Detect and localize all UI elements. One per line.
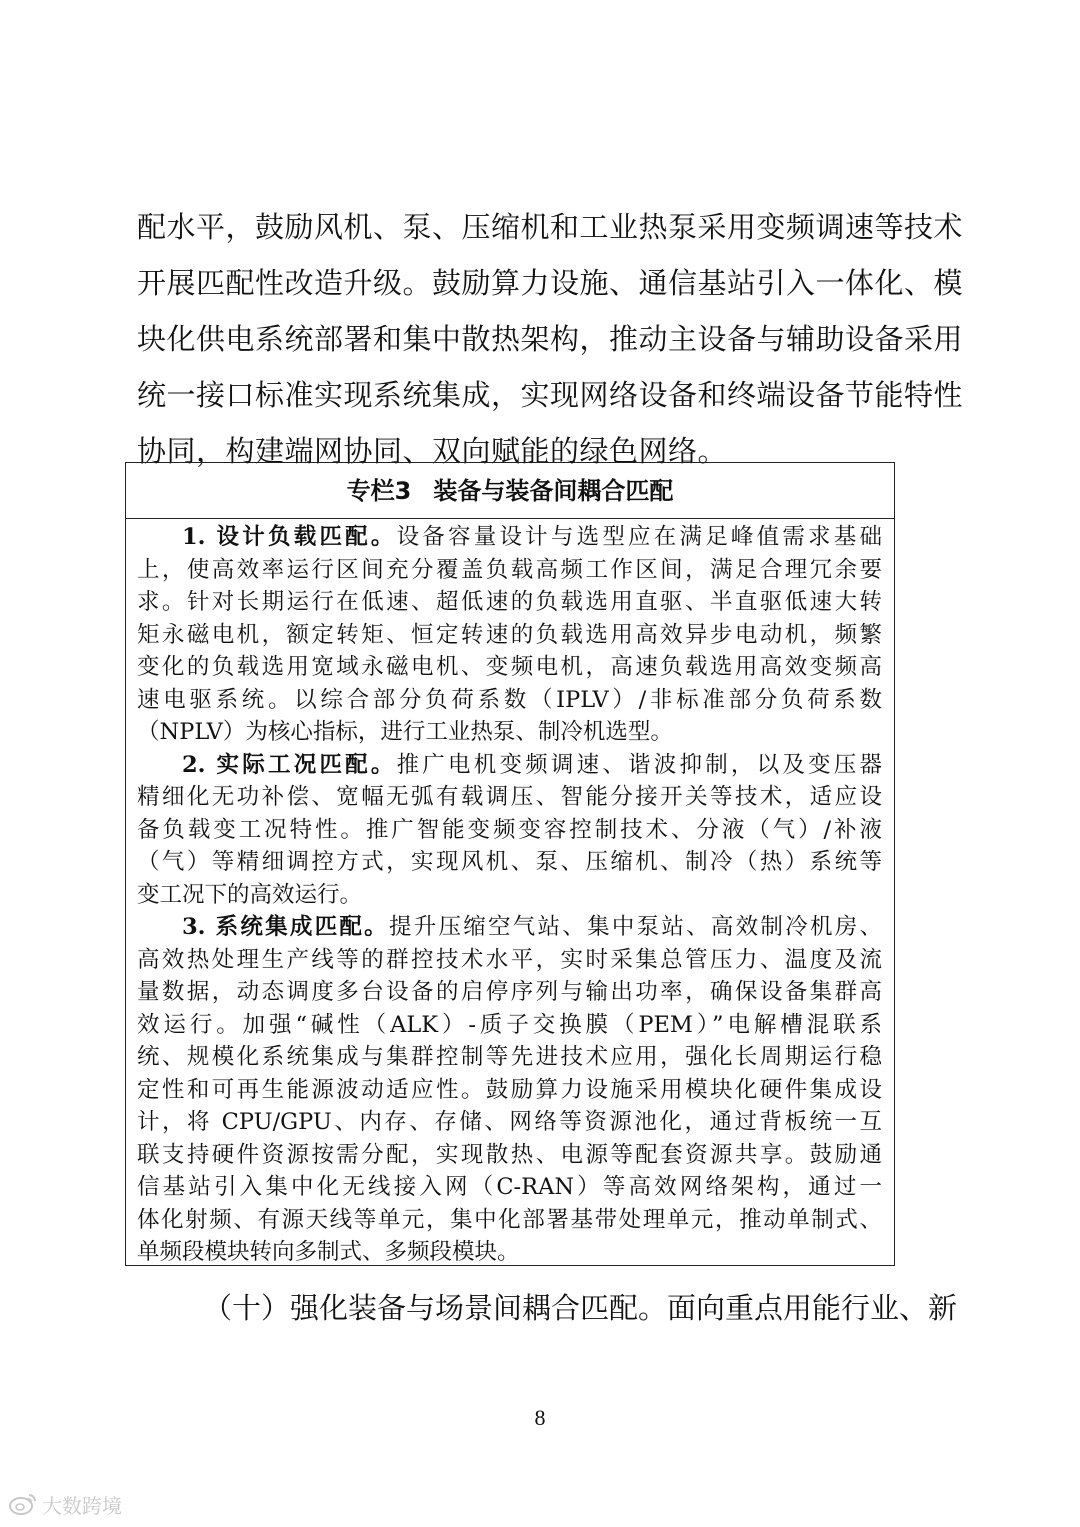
item-2-line: 备负载变工况特性。推广智能变频变容控制技术、分液（气）/补液 <box>137 816 882 843</box>
item-3-line: 高效热处理生产线等的群控技术水平，实时采集总管压力、温度及流 <box>137 946 882 973</box>
item-3-line: 效运行。加强“碱性（ALK）-质子交换膜（PEM）”电解槽混联系 <box>137 1011 882 1038</box>
column-number: 专栏3 <box>346 477 412 505</box>
item-2-first-line: 2. 实际工况匹配。推广电机变频调速、谐波抑制，以及变压器 <box>182 751 882 778</box>
item-3-line: 定性和可再生能源波动适应性。鼓励算力设施采用模块化硬件集成设 <box>137 1076 882 1103</box>
intro-line: 配水平，鼓励风机、泵、压缩机和工业热泵采用变频调速等技术 <box>137 210 964 244</box>
intro-line: 协同，构建端网协同、双向赋能的绿色网络。 <box>137 434 728 468</box>
item-3-first-line: 3. 系统集成匹配。提升压缩空气站、集中泵站、高效制冷机房、 <box>182 914 882 940</box>
intro-paragraph <box>137 199 964 479</box>
column-box-body <box>137 521 882 1269</box>
item-1-line: 变化的负载选用宽域永磁电机、变频电机，高速负载选用高效变频高 <box>137 654 882 680</box>
item-3-heading: 3. 系统集成匹配。 <box>182 914 389 940</box>
intro-line: 开展匹配性改造升级。鼓励算力设施、通信基站引入一体化、模 <box>137 266 964 300</box>
item-2-line: 精细化无功补偿、宽幅无弧有载调压、智能分接开关等技术，适应设 <box>137 784 882 810</box>
item-1-heading: 1. 设计负载匹配。 <box>182 524 397 550</box>
item-3-line: 计，将 CPU/GPU、内存、存储、网络等资源池化，通过背板统一互 <box>137 1109 882 1135</box>
item-1-line: 速电驱系统。以综合部分负荷系数（IPLV）/非标准部分负荷系数 <box>137 686 882 713</box>
item-2-line: （气）等精细调控方式，实现风机、泵、压缩机、制冷（热）系统等 <box>137 849 882 875</box>
column-title: 装备与装备间耦合匹配 <box>433 477 674 505</box>
page-number: 8 <box>534 1405 546 1430</box>
item-1-first-line: 1. 设计负载匹配。设备容量设计与选型应在满足峰值需求基础 <box>182 524 882 550</box>
column-box <box>125 462 895 1266</box>
item-3-line: 量数据，动态调度多台设备的启停序列与输出功率，确保设备集群高 <box>137 979 882 1005</box>
section-10-paragraph: （十）强化装备与场景间耦合匹配。面向重点用能行业、新 <box>203 1291 958 1325</box>
item-2-line: 变工况下的高效运行。 <box>137 881 363 908</box>
column-box-title <box>126 463 894 519</box>
item-2-heading: 2. 实际工况匹配。 <box>182 751 397 778</box>
item-3-line: 体化射频、有源天线等单元，集中化部署基带处理单元，推动单制式、 <box>137 1206 882 1233</box>
item-3-line: 联支持硬件资源按需分配，实现散热、电源等配套资源共享。鼓励通 <box>137 1141 882 1168</box>
watermark <box>8 1490 122 1518</box>
item-3-line: 信基站引入集中化无线接入网（C-RAN）等高效网络架构，通过一 <box>137 1174 882 1200</box>
item-1-line: 求。针对长期运行在低速、超低速的负载选用直驱、半直驱低速大转 <box>137 589 882 615</box>
weibo-logo-icon <box>8 1492 38 1516</box>
item-1-line: 上，使高效率运行区间充分覆盖负载高频工作区间，满足合理冗余要 <box>137 556 882 583</box>
intro-line: 块化供电系统部署和集中散热架构，推动主设备与辅助设备采用 <box>137 322 964 356</box>
item-3-line: 统、规模化系统集成与集群控制等先进技术应用，强化长周期运行稳 <box>137 1044 882 1070</box>
item-1-line: 矩永磁电机，额定转矩、恒定转速的负载选用高效异步电动机，频繁 <box>137 621 882 648</box>
item-1-line: （NPLV）为核心指标，进行工业热泵、制冷机选型。 <box>137 719 673 745</box>
item-3-line: 单频段模块转向多制式、多频段模块。 <box>137 1239 520 1265</box>
watermark-text: 大数跨境 <box>42 1493 122 1518</box>
intro-line: 统一接口标准实现系统集成，实现网络设备和终端设备节能特性 <box>137 378 964 412</box>
